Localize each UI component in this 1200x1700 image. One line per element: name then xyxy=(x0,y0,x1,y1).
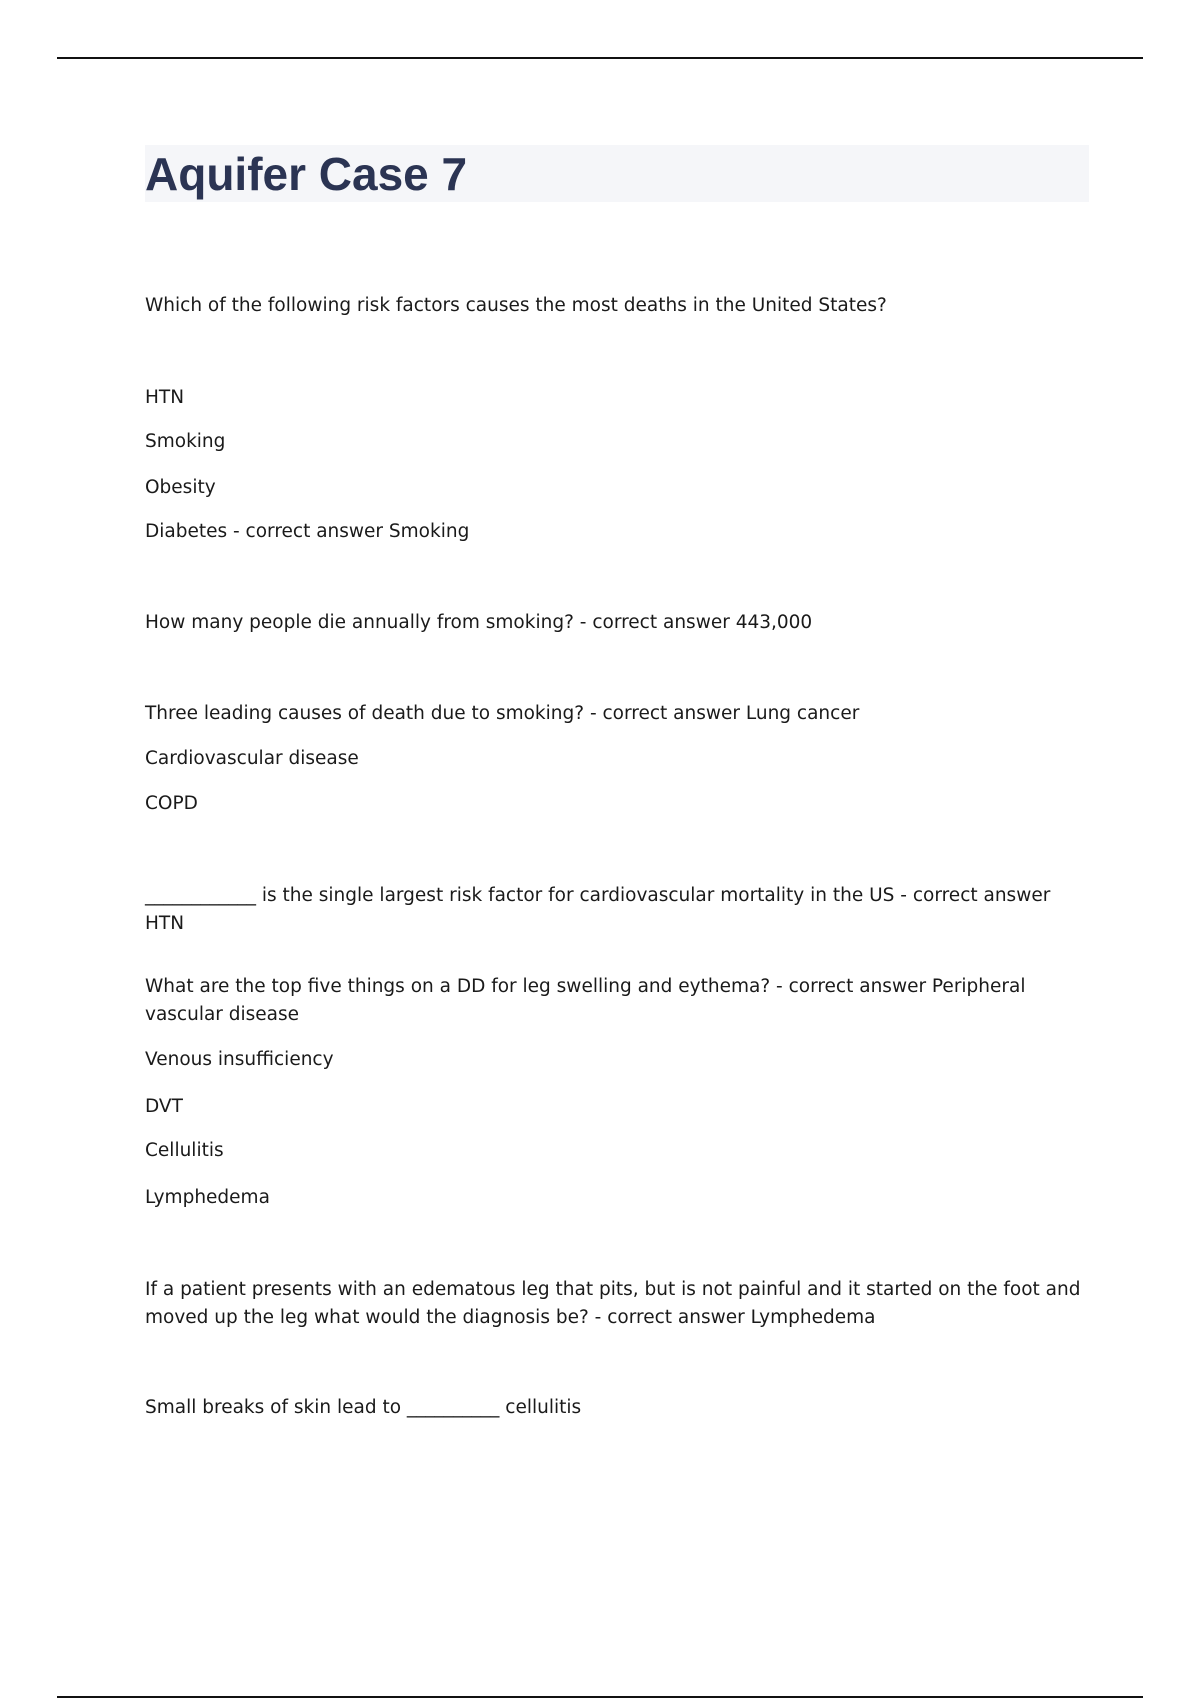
answer-lymphedema: Lymphedema xyxy=(145,1187,270,1208)
bottom-divider xyxy=(57,1696,1143,1698)
question-edematous-leg: If a patient presents with an edematous leg that pits, but is not painful and it started on the foot and moved up the leg what would the diagnosis be? - correct answer Lymphedema xyxy=(145,1279,1081,1328)
question-skin-breaks: Small breaks of skin lead to __________ cellulitis xyxy=(145,1397,582,1418)
question-smoking-deaths: How many people die annually from smoking? - correct answer 443,000 xyxy=(145,612,813,633)
question-leg-swelling: What are the top five things on a DD for leg swelling and eythema? - correct answer Peripheral vascular disease xyxy=(145,976,1026,1025)
answer-dvt: DVT xyxy=(145,1096,183,1117)
option-diabetes-answer: Diabetes - correct answer Smoking xyxy=(145,521,470,542)
option-obesity: Obesity xyxy=(145,477,216,498)
question-leading-causes: Three leading causes of death due to smoking? - correct answer Lung cancer xyxy=(145,703,860,724)
question-risk-factors: Which of the following risk factors causes the most deaths in the United States? xyxy=(145,295,887,316)
top-divider xyxy=(57,57,1143,59)
answer-cellulitis: Cellulitis xyxy=(145,1140,224,1161)
answer-venous-insufficiency: Venous insufficiency xyxy=(145,1049,334,1070)
answer-cardiovascular: Cardiovascular disease xyxy=(145,748,359,769)
option-htn: HTN xyxy=(145,387,185,408)
question-htn-risk: ____________ is the single largest risk factor for cardiovascular mortality in the US - correct answer HTN xyxy=(145,885,1051,934)
answer-copd: COPD xyxy=(145,793,198,814)
page-title: Aquifer Case 7 xyxy=(145,148,468,200)
option-smoking: Smoking xyxy=(145,431,226,452)
